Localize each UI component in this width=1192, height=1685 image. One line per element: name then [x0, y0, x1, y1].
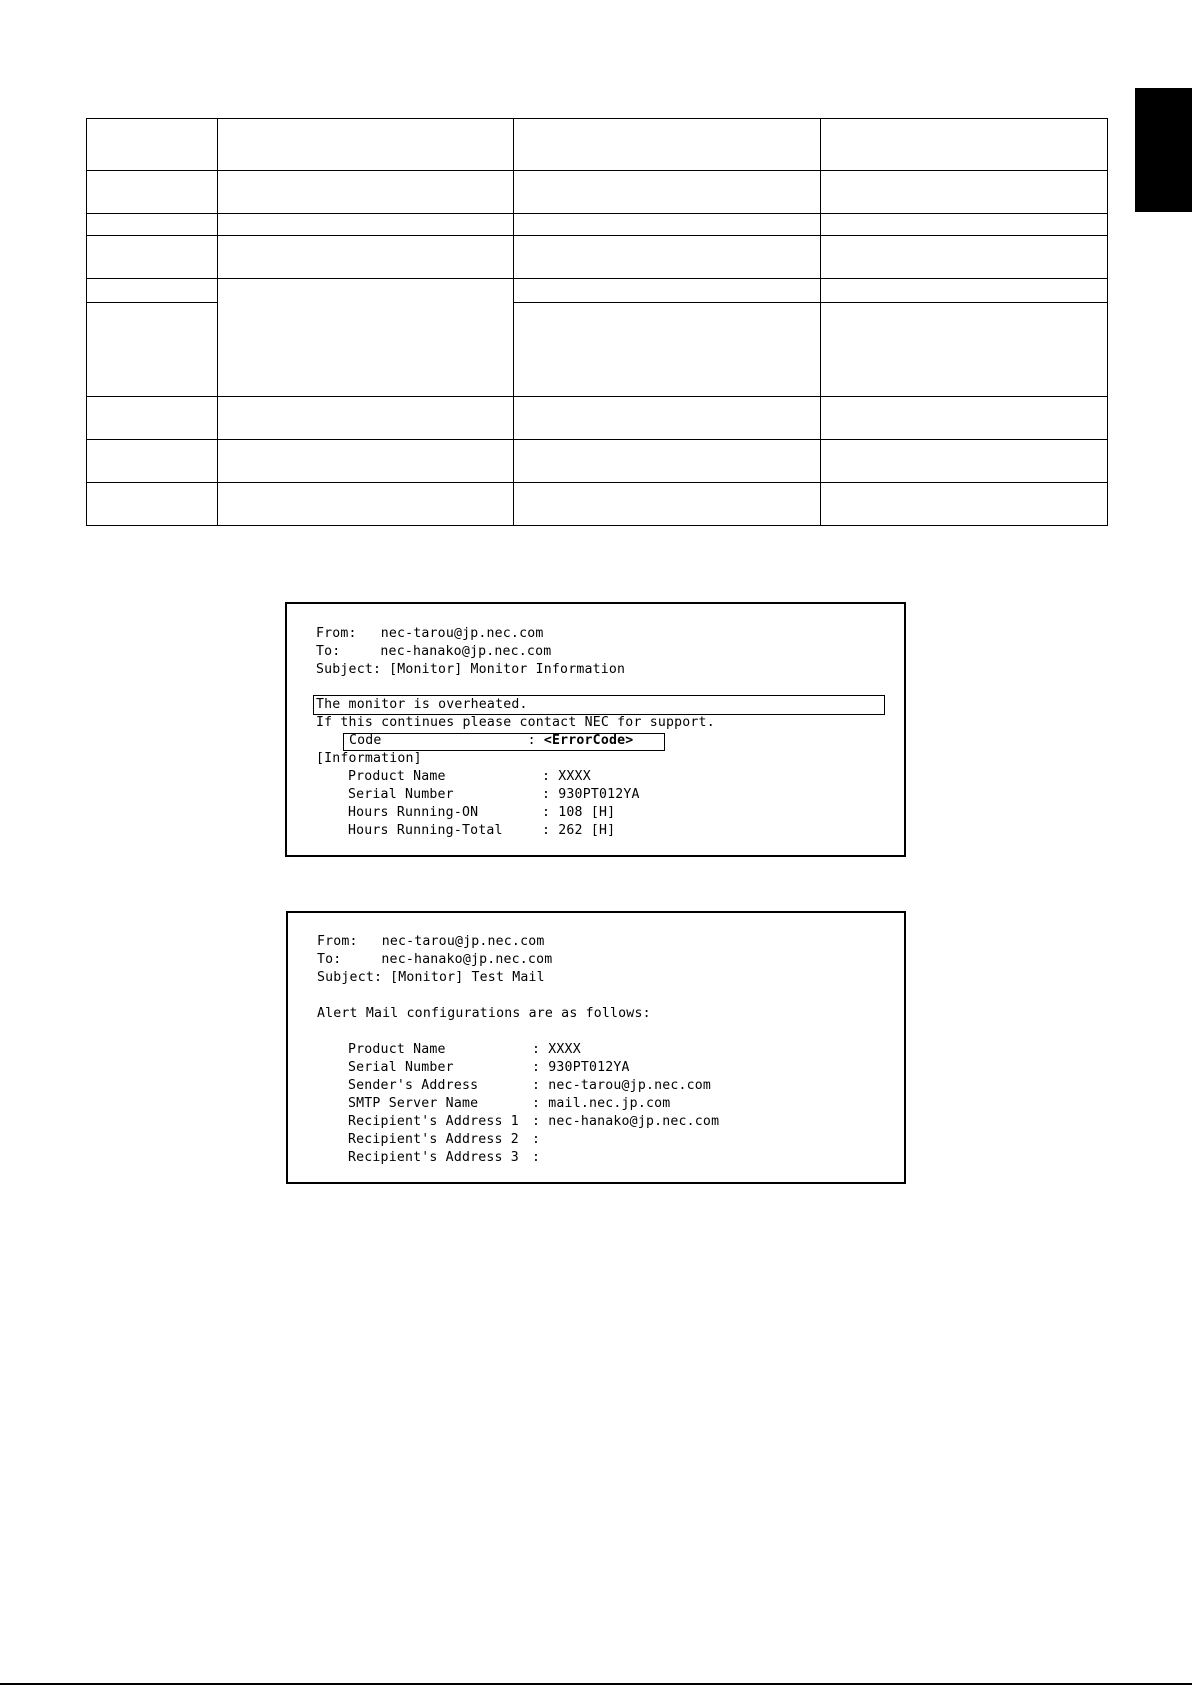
- table-row: [87, 279, 1108, 303]
- intro-line: Alert Mail configurations are as follows:: [317, 1006, 651, 1021]
- table-row: [87, 171, 1108, 214]
- alert-mail-example: [285, 602, 906, 857]
- config-row: Recipient's Address 1 : nec-hanako@jp.nec.com: [348, 1114, 720, 1129]
- information-header: [Information]: [316, 751, 422, 766]
- info-row: Product Name : XXXX: [348, 769, 591, 784]
- info-row: Hours Running-ON : 108 [H]: [348, 805, 616, 820]
- test-mail-example: [286, 911, 906, 1184]
- to-line: To: nec-hanako@jp.nec.com: [316, 644, 552, 659]
- config-row: Product Name : XXXX: [348, 1042, 581, 1057]
- table-row: [87, 119, 1108, 171]
- config-row: Recipient's Address 2 :: [348, 1132, 541, 1147]
- subject-line: Subject: [Monitor] Monitor Information: [316, 662, 626, 677]
- table-row: [87, 396, 1108, 439]
- table-row: [87, 214, 1108, 236]
- from-line: From: nec-tarou@jp.nec.com: [317, 934, 545, 949]
- spec-table: [86, 118, 1108, 526]
- code-line: Code : <ErrorCode>: [349, 733, 634, 748]
- info-row: Hours Running-Total : 262 [H]: [348, 823, 616, 838]
- table-row: [87, 439, 1108, 482]
- section-tab: [1135, 88, 1192, 212]
- subject-line: Subject: [Monitor] Test Mail: [317, 970, 545, 985]
- table-row: [87, 236, 1108, 279]
- to-line: To: nec-hanako@jp.nec.com: [317, 952, 553, 967]
- config-row: Sender's Address : nec-tarou@jp.nec.com: [348, 1078, 712, 1093]
- config-row: Serial Number : 930PT012YA: [348, 1060, 630, 1075]
- warning-message: The monitor is overheated.: [316, 697, 528, 712]
- config-row: SMTP Server Name : mail.nec.jp.com: [348, 1096, 671, 1111]
- support-message: If this continues please contact NEC for support.: [316, 715, 715, 730]
- info-row: Serial Number : 930PT012YA: [348, 787, 640, 802]
- table-row: [87, 482, 1108, 525]
- error-code-value: <ErrorCode>: [543, 733, 634, 748]
- config-row: Recipient's Address 3 :: [348, 1150, 541, 1165]
- from-line: From: nec-tarou@jp.nec.com: [316, 626, 544, 641]
